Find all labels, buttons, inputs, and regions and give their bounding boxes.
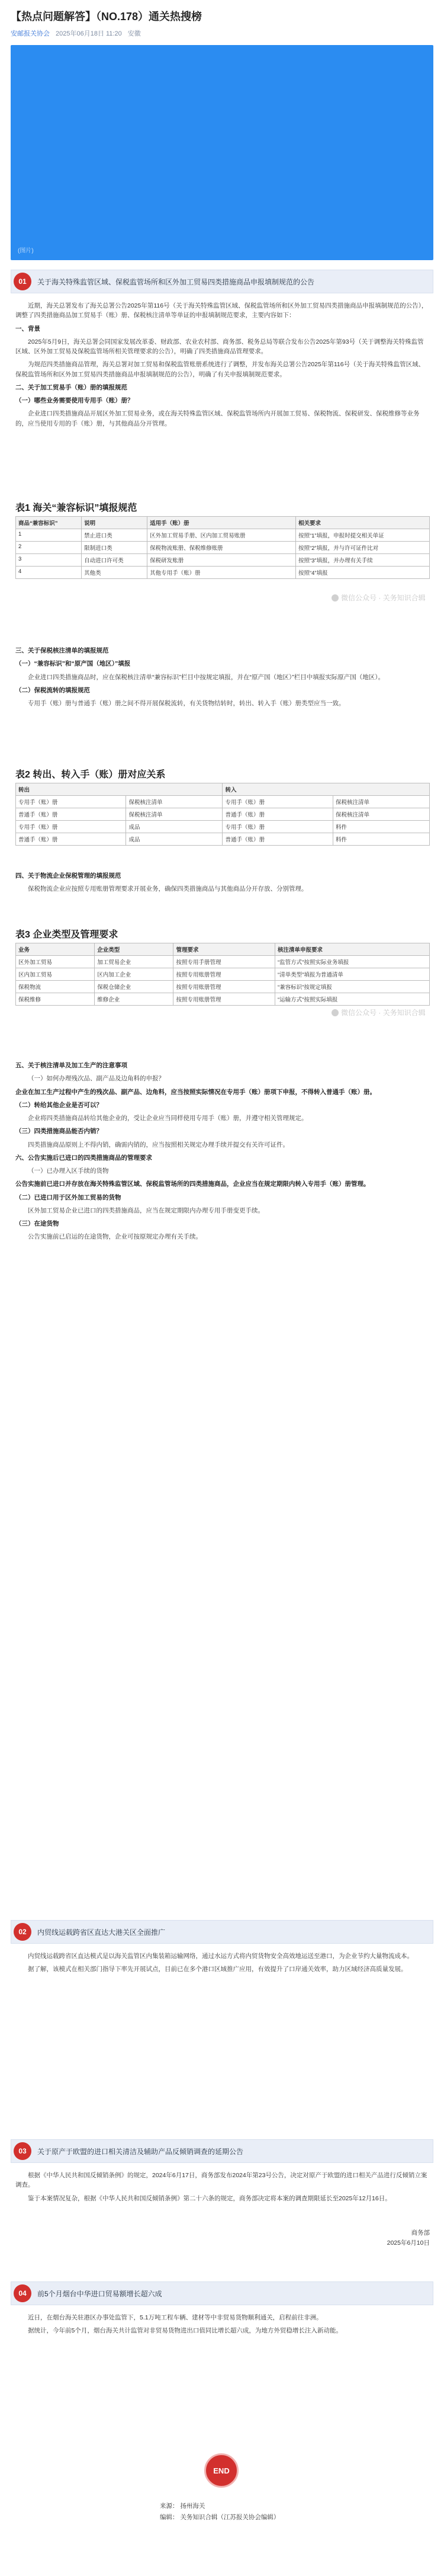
table-cell: 保税核注清单 [333,796,429,808]
table-header: 企业类型 [95,943,173,956]
subheading: 公告实施前已进口并存放在海关特殊监管区域、保税监管场所的四类措施商品，企业应当在规定期限内转入专用手（账）册管理。 [15,1180,370,1188]
subheading: 二、关于加工贸易手（账）册的填报规范 [15,383,127,391]
account-name-link[interactable]: 安邮报关协会 [11,30,50,37]
section-01-header [11,270,433,293]
end-badge: END [204,2453,239,2488]
section-title: 前5个月烟台中华进口贸易额增长超六成 [37,2289,162,2298]
table-cell: 保税维修 [16,993,95,1006]
watermark-text: 微信公众号 · 关务知识合辑 [341,1009,426,1017]
table-row [16,981,430,993]
table-cell: 按照专用账册管理 [173,981,275,993]
footer-source-label: 来源： [160,2503,179,2510]
footer-editor-value: 关务知识合辑（江苏报关协会编辑） [180,2513,280,2521]
table-cell: 4 [16,567,82,579]
table-header-row [16,783,430,796]
table-cell: 按照“2”填报，并与许可证件比对 [295,542,429,554]
table-caption: 表3 企业类型及管理要求 [15,930,118,940]
table-header: 相关要求 [295,517,429,529]
table-row [16,554,430,567]
table-header: 转出 [16,783,223,796]
table-header: 管理要求 [173,943,275,956]
paragraph: 鉴于本案情况复杂，根据《中华人民共和国反倾销条例》第二十六条的规定，商务部决定将本案的调查期限延长至2025年12月16日。 [28,2194,391,2202]
subheading: 六、公告实施后已进口的四类措施商品的管理要求 [15,1154,152,1161]
table-cell: 区外加工贸易手册、区内加工贸易账册 [147,529,296,542]
table-cell: 保税核注清单 [126,796,223,808]
table-cell: 自动进口许可类 [82,554,147,567]
paragraph: 企业进口四类措施商品开展区外加工贸易业务，或在海关特殊监管区域、保税监管场所内开展加工贸易、保税物流、保税研发、保税维修等业务的，应当使用专用的手（账）册，与其他商品分开管理。 [15,410,420,427]
subheading: （二）保税流转的填报规范 [15,686,90,694]
table-cell: 保税研发账册 [147,554,296,567]
transfer-table [15,783,430,846]
signature-date: 2025年6月10日 [387,2239,430,2247]
table-row [16,833,430,846]
paragraph: 公告实施前已启运的在途货物，企业可按原规定办理有关手续。 [28,1233,202,1241]
section-01-body-2 [15,646,430,712]
paragraph: 为规范四类措施商品管理，海关总署对加工贸易和保税监管账册系统进行了调整，并发布海关总署公告2025年第116号（关于海关特殊监管区域、保税监管场所和区外加工贸易四类措施商品申报填制规范的公告），明确了有关申报填制规范要求。 [15,361,425,378]
table-cell: 1 [16,529,82,542]
subheading: 三、关于保税核注清单的填报规范 [15,647,109,654]
section-number-badge: 01 [14,273,31,290]
table-cell: 成品 [126,821,223,833]
table-row [16,542,430,554]
table-cell: 按照“4”填报 [295,567,429,579]
table-cell: 其他类 [82,567,147,579]
table-row [16,956,430,968]
table-cell: 专用手（账）册 [16,821,126,833]
paragraph: 2025年5月9日，海关总署会同国家发展改革委、财政部、农业农村部、商务部、税务总局等联合发布公告2025年第93号（关于调整海关特殊监管区域、区外加工贸易及保税监管场所相关管理要求的公告），明确了四类措施商品管理要求。 [15,338,424,356]
wechat-icon [332,1009,339,1016]
subheading: 四、关于物流企业保税管理的填报规范 [15,872,121,879]
table-row [16,968,430,981]
subheading: 五、关于核注清单及加工生产的注意事项 [15,1062,127,1069]
subheading: （一）哪些业务需要使用专用手（账）册？ [15,397,134,405]
table-cell: 区内加工企业 [95,968,173,981]
section-01-body [15,301,430,432]
footer-source-value: 扬州海关 [180,2503,205,2510]
table-cell: 保税核注清单 [333,808,429,821]
paragraph: 近期，海关总署发布了海关总署公告2025年第116号（关于海关特殊监管区域、保税监管场所和区外加工贸易四类措施商品申报填制规范的公告），调整了四类措施商品加工贸易手（账）册、保税核注清单等单证的申报填制规范要求，主要内容如下： [15,302,428,319]
table-cell: 保税核注清单 [126,808,223,821]
table-cell: 成品 [126,833,223,846]
table-cell: 其他专用手（账）册 [147,567,296,579]
watermark-text: 微信公众号 · 关务知识合辑 [341,594,426,602]
signature-block [387,2228,430,2248]
watermark [332,1007,426,1017]
table-cell: “兼容标识”按规定填报 [275,981,430,993]
table-cell: 料件 [333,833,429,846]
end-badge-wrap [204,2453,240,2489]
section-03-header [11,2139,433,2163]
table-row [16,529,430,542]
footer-source [160,2501,385,2512]
table-cell: 按照专用手册管理 [173,956,275,968]
table-header: 商品“兼容标识” [16,517,82,529]
wechat-icon [332,594,339,601]
table-header: 转入 [223,783,430,796]
paragraph: 企业进口四类措施商品时，应在保税核注清单“兼容标识”栏目中按规定填报，并在“原产国（地区）”栏目中填报实际原产国（地区）。 [28,673,384,681]
footer-editor [160,2512,385,2523]
subheading: （一）“兼容标识”和“原产国（地区）”填报 [15,660,131,668]
section-number-badge: 04 [14,2284,31,2302]
table-row [16,821,430,833]
subheading: （二）转给其他企业是否可以？ [15,1101,102,1109]
table-cell: 保税物流账册、保税维修账册 [147,542,296,554]
table-2 [15,764,430,846]
table-cell: 按照专用账册管理 [173,993,275,1006]
table-cell: 禁止进口类 [82,529,147,542]
section-01-body-4 [15,1061,430,1246]
banner-image [11,45,433,260]
paragraph: 近日，在烟台海关驻港区办事处监管下，5.1万吨工程车辆、建材等中非贸易货物顺利通关，启程前往非洲。 [28,2314,323,2321]
table-cell: 3 [16,554,82,567]
paragraph: 据了解，该模式在相关部门指导下率先开展试点，目前已在多个港口区域推广应用，有效提升了口岸通关效率，助力区域经济高质量发展。 [28,1966,407,1973]
paragraph: 据统计，今年前5个月，烟台海关共计监管对非贸易货物进出口值同比增长超六成，为地方外贸稳增长注入新动能。 [28,2327,342,2335]
table-cell: 保税仓储企业 [95,981,173,993]
subheading: （三）在途货物 [15,1220,59,1228]
table-cell: 2 [16,542,82,554]
table-cell: “清单类型”填报为普通清单 [275,968,430,981]
compat-code-table [15,516,430,579]
table-caption: 表2 转出、转入手（账）册对应关系 [15,770,166,780]
table-row [16,796,430,808]
section-title: 关于海关特殊监管区域、保税监管场所和区外加工贸易四类措施商品申报填制规范的公告 [37,277,315,286]
section-02-body [15,1951,430,1978]
table-cell: “监管方式”按照实际业务填报 [275,956,430,968]
table-1 [15,498,430,579]
table-cell: 加工贸易企业 [95,956,173,968]
table-cell: 按照“3”填报，并办理有关手续 [295,554,429,567]
table-row [16,808,430,821]
table-cell: 普通手（账）册 [16,833,126,846]
watermark [332,593,426,603]
section-04-header [11,2281,433,2305]
table-caption: 表1 海关“兼容标识”填报规范 [15,503,137,513]
paragraph: 四类措施商品原则上不得内销，确需内销的，应当按照相关规定办理手续并提交有关许可证件。 [28,1141,289,1148]
table-cell: 专用手（账）册 [223,796,333,808]
section-title: 关于原产于欧盟的进口相关清洁及辅助产品反倾销调查的延期公告 [37,2147,244,2156]
table-row [16,993,430,1006]
table-header: 业务 [16,943,95,956]
paragraph: 专用手（账）册与普通手（账）册之间不得开展保税流转，有关货物结转时，转出、转入手（账）册类型应当一致。 [28,700,345,708]
subheading: 企业在加工生产过程中产生的残次品、副产品、边角料，应当按照实际情况在专用手（账）册项下申报，不得转入普通手（账）册。 [15,1088,376,1096]
article-title: 【热点问题解答】（NO.178）通关热搜榜 [11,11,202,23]
section-01-body-3 [15,871,430,898]
table-cell: 维修企业 [95,993,173,1006]
paragraph: 内贸线运载跨省区直达模式是以海关监管区内集装箱运输网络，通过水运方式将内贸货物安全高效地运送至港口，为企业节约大量物流成本。 [28,1953,413,1960]
table-cell: 专用手（账）册 [16,796,126,808]
table-header-row [16,943,430,956]
table-cell: “运输方式”按照实际填报 [275,993,430,1006]
subheading: （二）已进口用于区外加工贸易的货物 [15,1193,121,1201]
table-cell: 按照“1”填报，申报时提交相关单证 [295,529,429,542]
enterprise-table [15,943,430,1006]
publish-location: 安徽 [127,30,141,37]
paragraph: 区外加工贸易企业已进口的四类措施商品，应当在规定期限内办理专用手册变更手续。 [28,1207,264,1214]
footer-editor-label: 编辑： [160,2513,179,2521]
table-cell: 专用手（账）册 [223,821,333,833]
table-cell: 普通手（账）册 [223,833,333,846]
table-cell: 区内加工贸易 [16,968,95,981]
table-3 [15,924,430,1006]
subheading: （三）四类措施商品能否内销？ [15,1128,102,1135]
subheading: 一、背景 [15,325,40,332]
article-footer [160,2501,385,2523]
table-header: 说明 [82,517,147,529]
table-row [16,567,430,579]
section-03-body [15,2171,430,2207]
table-cell: 普通手（账）册 [223,808,333,821]
section-title: 内贸线运载跨省区直达大港关区全面推广 [37,1928,166,1937]
paragraph: 企业将四类措施商品转给其他企业的，受让企业应当同样使用专用手（账）册，并遵守相关管理规定。 [28,1115,308,1122]
table-header-row [16,517,430,529]
table-cell: 保税物流 [16,981,95,993]
paragraph: （一）如何办理残次品、副产品及边角料的申报？ [28,1075,165,1083]
section-04-body [15,2313,430,2340]
section-number-badge: 03 [14,2142,31,2160]
table-header: 适用手（账）册 [147,517,296,529]
table-cell: 区外加工贸易 [16,956,95,968]
paragraph: （一）已办理入区手续的货物 [28,1167,109,1175]
table-header: 核注清单申报要求 [275,943,430,956]
banner-hint: (图片) [18,248,34,254]
signature-org: 商务部 [411,2229,430,2236]
table-cell: 限制进口类 [82,542,147,554]
article-meta [11,28,141,38]
paragraph: 保税物流企业应按照专用账册管理要求开展业务，确保四类措施商品与其他商品分开存放、分别管理。 [28,885,308,893]
section-number-badge: 02 [14,1923,31,1941]
publish-date: 2025年06月18日 11:20 [56,30,122,37]
paragraph: 根据《中华人民共和国反倾销条例》的规定，2024年6月17日，商务部发布2024年第23号公告，决定对原产于欧盟的进口相关产品进行反倾销立案调查。 [15,2172,427,2189]
table-cell: 按照专用账册管理 [173,968,275,981]
section-02-header [11,1920,433,1944]
table-cell: 料件 [333,821,429,833]
table-cell: 普通手（账）册 [16,808,126,821]
